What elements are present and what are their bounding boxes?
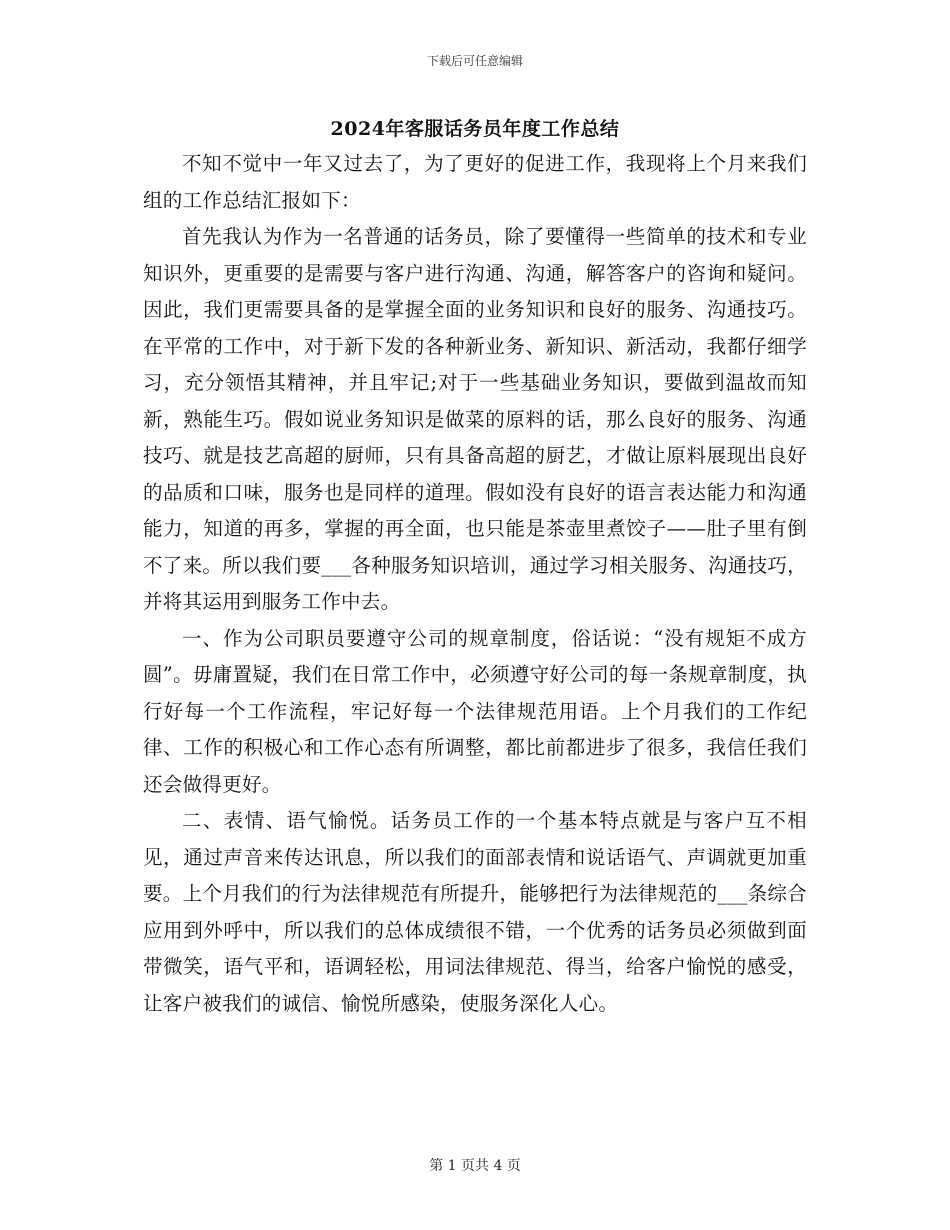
document-title: 2024年客服话务员年度工作总结 [330, 118, 620, 140]
paragraph-communication-skills: 首先我认为作为一名普通的话务员，除了要懂得一些简单的技术和专业知识外，更重要的是需要与客户进行沟通、沟通，解答客户的咨询和疑问。因此，我们更需要具备的是掌握全面的业务知识和良好的服务、沟通技巧。在平常的工作中，对于新下发的各种新业务、新知识、新活动，我都仔细学习，充分领悟其精神，并且牢记;对于一些基础业务知识，要做到温故而知新，熟能生巧。假如说业务知识是做菜的原料的话，那么良好的服务、沟通技巧、就是技艺高超的厨师，只有具备高超的厨艺，才做让原料展现出良好的品质和口味，服务也是同样的道理。假如没有良好的语言表达能力和沟通能力，知道的再多，掌握的再全面，也只能是茶壶里煮饺子——肚子里有倒不了来。所以我们要___各种服务知识培训，通过学习相关服务、沟通技巧，并将其运用到服务工作中去。 [143, 225, 807, 613]
page-number: 第 1 页共 4 页 [429, 1158, 521, 1174]
paragraph-expression-tone: 二、表情、语气愉悦。话务员工作的一个基本特点就是与客户互不相见，通过声音来传达讯息，所以我们的面部表情和说话语气、声调就更加重要。上个月我们的行为法律规范有所提升，能够把行为法律规范的___条综合应用到外呼中，所以我们的总体成绩很不错，一个优秀的话务员必须做到面带微笑，语气平和，语调轻松，用词法律规范、得当，给客户愉悦的感受，让客户被我们的诚信、愉悦所感染，使服务深化人心。 [143, 809, 807, 1015]
paragraph-intro: 不知不觉中一年又过去了，为了更好的促进工作，我现将上个月来我们组的工作总结汇报如下： [143, 152, 807, 212]
page-header-note: 下载后可任意编辑 [426, 54, 523, 68]
paragraph-rules: 一、作为公司职员要遵守公司的规章制度，俗话说：“没有规矩不成方圆”。毋庸置疑，我们在日常工作中，必须遵守好公司的每一条规章制度，执行好每一个工作流程，牢记好每一个法律规范用语。上个月我们的工作纪律、工作的积极心和工作心态有所调整，都比前都进步了很多，我信任我们还会做得更好。 [143, 626, 807, 796]
document-body [143, 146, 807, 1022]
